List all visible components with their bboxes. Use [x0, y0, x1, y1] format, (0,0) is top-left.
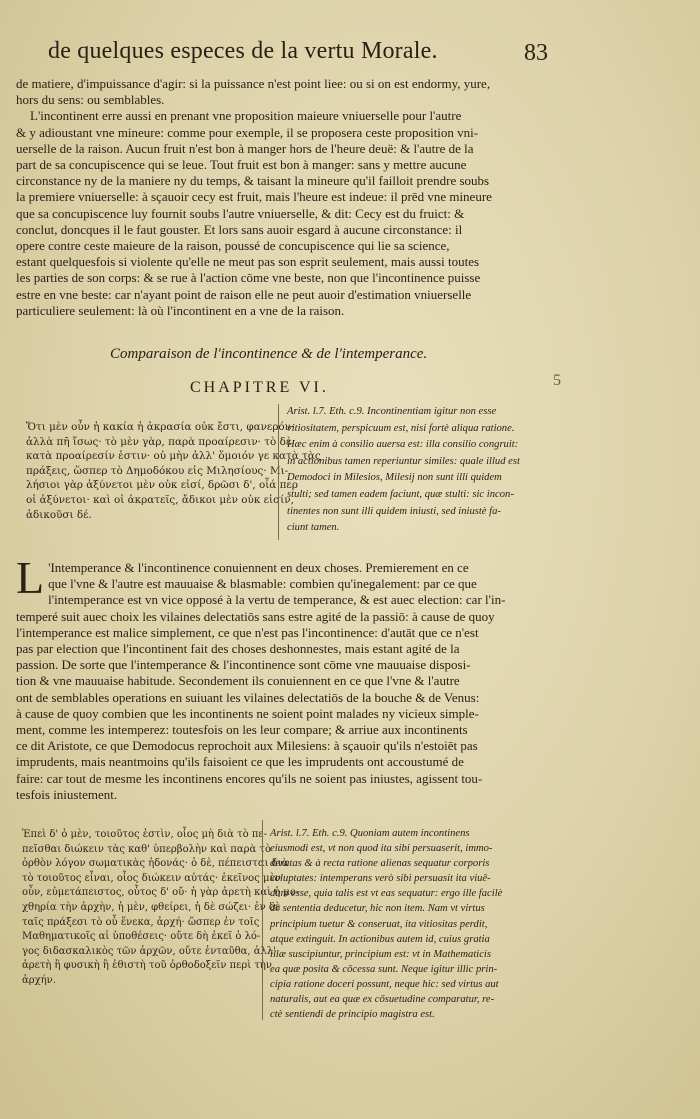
- text-line: que l'vne & l'autre est mauuaise & blasmable: combien qu'inegalement: par ce que: [48, 576, 477, 592]
- text-line: l'intemperance est malice simplement, ce que n'est pas l'incontinence: d'autāt que ce n'est: [16, 624, 479, 640]
- text-line: 'Intemperance & l'incontinence conuiennent en deux choses. Premierement en ce: [48, 560, 469, 575]
- latin-line: illæ suscipiuntur, principium est: vt in Mathematicis: [270, 948, 491, 960]
- text-line: ce dit Aristote, ce que Demodocus reprochoit aux Milesiens: à sçauoir qu'ils n'estoiēt pas: [16, 738, 478, 754]
- greek-line: ἀλλὰ πῆ ἴσως· τὸ μὲν γὰρ, παρὰ προαίρεσιν· τὸ δὲ: [26, 435, 292, 448]
- latin-line: ctè sentiendi de principio magistra est.: [270, 1009, 435, 1021]
- greek-line: οὖν, εὐμετάπειστος, οὗτος δ' οὔ· ἡ γὰρ ἀρετὴ καὶ ἡ μο-: [22, 887, 300, 899]
- greek-quotation-2: [22, 828, 300, 989]
- greek-line: Ὅτι μὲν οὖν ἡ κακία ἡ ἀκρασία οὐκ ἔστι, φανερόν·: [26, 421, 295, 433]
- text-line: estre en vne beste: car n'ayant point de raison elle ne peut auoir d'estimation vniuerselle: [16, 286, 472, 302]
- latin-line: naturalis, aut ea quæ ex cōsuetudine comparatur, re-: [270, 994, 495, 1006]
- latin-line: dum esse, quia talis est vt eas sequatur: ergo ille facilè: [270, 888, 503, 900]
- greek-line: πράξεις, ὥσπερ τὸ Δημοδόκου εἰς Μιλησίους· Μι-: [26, 464, 289, 477]
- greek-line: Ἐπεὶ δ' ὁ μὲν, τοιοῦτος ἐστὶν, οἷος μὴ διὰ τὸ πε-: [22, 829, 267, 840]
- greek-line: χθηρία τὴν ἀρχὴν, ἡ μὲν, φθείρει, ἡ δὲ σώζει· ἐν δὲ: [22, 901, 281, 913]
- latin-line: ea quæ posita & cōcessa sunt. Neque igitur illic prin-: [270, 963, 498, 975]
- greek-line: κατὰ προαίρεσίν ἐστιν· οὐ μὴν ἀλλ' ὅμοιόν γε κατὰ τὰς: [26, 450, 321, 463]
- greek-line: ἀρχήν.: [22, 974, 56, 986]
- latin-line: principium tuetur & conseruat, ita vitiositas perdit,: [270, 918, 488, 930]
- latin-line: Arist. l.7. Eth. c.9. Incontinentiam igitur non esse: [287, 406, 497, 417]
- latin-line: ciunt tamen.: [287, 522, 340, 534]
- text-line: & y adioustant vne mineure: comme pour exemple, il se proposera ceste proposition vni-: [16, 124, 479, 140]
- latin-line: de sententia deducetur, hic non item. Nam vt virtus: [270, 903, 485, 915]
- latin-line: in actionibus tamen reperiuntur similes: quale illud est: [287, 455, 520, 467]
- latin-line: Hæc enim à consilio auersa est: illa consilio congruit:: [287, 439, 519, 451]
- latin-line: cipia ratione doceri possunt, neque hic: sed virtus aut: [270, 978, 499, 990]
- text-line: à cause de quoy combien que les incontinents ne soient point malades ny vicieux simple-: [16, 705, 479, 721]
- greek-quotation-1: [26, 420, 321, 522]
- greek-line: Μαθηματικοῖς αἱ ὑποθέσεις· οὔτε δὴ ἐκεῖ ὁ λό-: [22, 931, 261, 943]
- greek-line: ἀρετὴ ἢ φυσικὴ ἢ ἐθιστὴ τοῦ ὀρθοδοξεῖν περὶ τὴν: [22, 960, 272, 972]
- text-line: hors du sens: ou semblables.: [16, 92, 165, 108]
- latin-line: deratas & à recta ratione alienas sequatur corporis: [270, 858, 490, 870]
- main-paragraph: [16, 552, 550, 803]
- text-line: particuliere seulement: là où l'incontinent en a vne de la raison.: [16, 302, 345, 318]
- text-line: l'intemperance est vn vice opposé à la vertu de temperance, & est auec election: car l'in-: [48, 592, 506, 608]
- text-line: imprudents, mais neantmoins qu'ils faisoient ce que les imprudents ont accoustumé de: [16, 754, 464, 770]
- latin-line: Arist. l.7. Eth. c.9. Quoniam autem incontinens: [270, 828, 470, 839]
- text-line: circonstance ny de la maniere ny du temps, & taisant la mineure qu'il failloit prendre soubs: [16, 173, 490, 189]
- text-line: que sa concupiscence luy fournit soubs l'autre vniuerselle, & dit: Cecy est du fruict: &: [16, 205, 465, 221]
- latin-line: stulti; sed tamen eadem faciunt, quæ stulti: sic incon-: [287, 488, 514, 500]
- top-paragraph: [16, 76, 550, 319]
- text-line: estant quelquesfois si violente qu'elle ne meut pas son esprit seulement, mais aussi toutes: [16, 254, 480, 270]
- text-line: tion & vne mauuaise habitude. Secondement ils conuiennent en ce que l'vne & l'autre: [16, 673, 460, 689]
- text-line: tesfois iniustement.: [16, 786, 118, 802]
- text-line: faire: car tout de mesme les incontinens encores qu'ils ne soient pas iniustes, agissent tou-: [16, 770, 483, 786]
- latin-quotation-2: [270, 826, 552, 1022]
- greek-line: ὀρθὸν λόγον σωματικὰς ἡδονάς· ὁ δὲ, πέπεισται διὰ: [22, 858, 289, 870]
- greek-line: ταῖς πράξεσι τὸ οὗ ἕνεκα, ἀρχή· ὥσπερ ἐν τοῖς: [22, 916, 260, 928]
- text-line: les parties de son corps: & se rue à l'action cōme vne beste, non que l'incontinence puisse: [16, 270, 481, 286]
- text-line: opere contre ceste maieure de la raison, poussé de concupiscence qui lie sa science,: [16, 238, 450, 254]
- greek-line: πεῖσθαι διώκειν τὰς καθ' ὑπερβολὴν καὶ παρὰ τὸ: [22, 843, 271, 855]
- text-line: L'incontinent erre aussi en prenant vne proposition maieure vniuerselle pour l'autre: [30, 108, 462, 124]
- column-divider-2: [262, 820, 263, 1020]
- latin-line: voluptates: intemperans verò sibi persuasit ita viuē-: [270, 873, 491, 885]
- text-line: pas par election que l'incontinent fait des choses deshonnestes, mais estant agité de la: [16, 641, 460, 657]
- text-line: ont de semblables operations en suiuant les vilaines delectatiōs de la bouche & de Venus:: [16, 689, 480, 705]
- latin-line: tinentes non sunt illi quidem iniusti, sed iniustè fa-: [287, 505, 501, 517]
- greek-line: οἱ ἀξύνετοι· καὶ οἱ ἀκρατεῖς, ἄδικοι μὲν οὐκ εἰσίν,: [26, 493, 294, 506]
- latin-line: eiusmodi est, vt non quod ita sibi persuaserit, immo-: [270, 843, 493, 855]
- text-line: ment, comme les intemperez: toutesfois on les leur compare; & arriue aux incontinents: [16, 722, 468, 738]
- section-title: Comparaison de l'incontinence & de l'intemperance.: [110, 346, 428, 362]
- text-line: conclut, doncques il le faut gouster. Et lors sans auoir esgard à aucune circonstance: il: [16, 221, 463, 237]
- latin-line: atque extinguit. In actionibus autem id, cuius gratia: [270, 933, 490, 945]
- text-line: la premiere vniuerselle: à sçauoir cecy est fruit, mais l'heure est indeue: il prēd vne mineure: [16, 189, 492, 205]
- latin-quotation-1: [287, 404, 551, 537]
- running-title: de quelques especes de la vertu Morale.: [48, 38, 438, 64]
- text-line: temperé suit auec choix les vilaines delectatiōs sans estre agité de la passiō: à cause de quoy: [16, 608, 495, 624]
- greek-line: γος διδασκαλικὸς τῶν ἀρχῶν, οὔτε ἐνταῦθα, ἀλλ': [22, 945, 276, 957]
- greek-line: λήσιοι γὰρ ἀξύνετοι μὲν οὐκ εἰσί, δρῶσι δ', οἷά περ: [26, 479, 298, 492]
- text-line: part de sa concupiscence qui se leue. Tout fruit est bon à manger: sans y mettre aucune: [16, 157, 467, 173]
- greek-line: ἀδικοῦσι δέ.: [26, 508, 92, 521]
- latin-line: Demodoci in Milesios, Milesij non sunt illi quidem: [287, 472, 502, 484]
- page-number: 83: [524, 40, 548, 66]
- text-line: uerselle de la raison. Aucun fruit n'est bon à manger hors de l'heure deuë: & l'autre de la: [16, 140, 474, 156]
- text-line: passion. De sorte que l'intemperance & l'incontinence sont cōme vne mauuaise disposi-: [16, 657, 471, 673]
- margin-mark: 5: [553, 372, 561, 389]
- drop-cap: L: [16, 552, 45, 603]
- greek-line: τὸ τοιοῦτος εἶναι, οἷος διώκειν αὐτάς· ἐκεῖνος μὲν: [22, 872, 281, 884]
- text-line: de matiere, d'impuissance d'agir: si la puissance n'est point liee: ou si on est endormy, yure,: [16, 76, 491, 91]
- latin-line: vitiositatem, perspicuum est, nisi fortè aliqua ratione.: [287, 422, 515, 434]
- column-divider-1: [278, 404, 279, 540]
- chapter-heading: CHAPITRE VI.: [190, 379, 329, 396]
